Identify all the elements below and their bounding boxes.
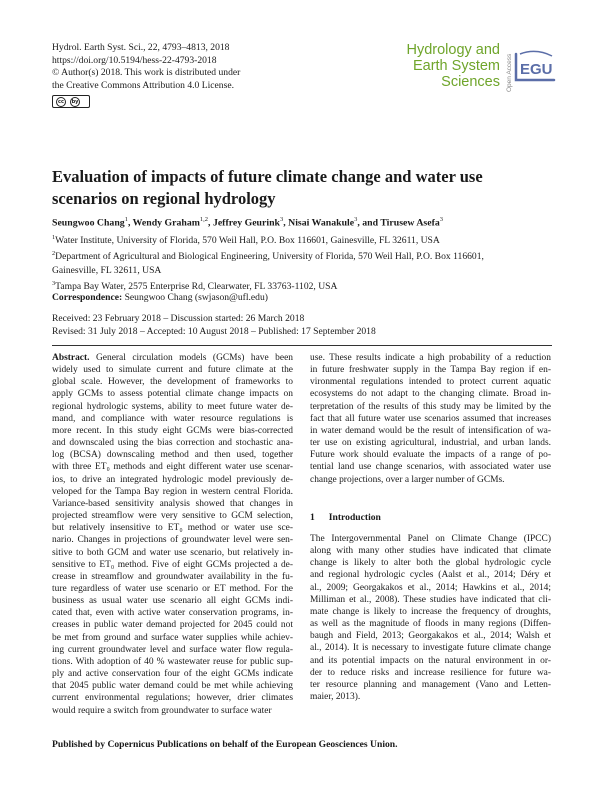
- text-line: baugh and Field, 2013; Georgakakos et al., 2014; Walsh et: [310, 631, 551, 642]
- affiliation: $^3$Tampa Bay Water, 2575 Enterprise Rd, Clearwater, FL 33763-1102, USA: [52, 279, 338, 293]
- text-line: sensitive to ET₀ method. Five of eight GCMs projected a de-: [52, 559, 293, 570]
- correspondence-contact[interactable]: Seungwoo Chang (swjason@ufl.edu): [124, 292, 268, 303]
- egu-logo: [514, 46, 558, 86]
- text-line: al., 2014). It is necessary to investigate future climate change: [310, 643, 551, 654]
- journal-name-line: Earth System: [412, 58, 500, 74]
- text-line: and downscaled using the bias correction and stochastic ana-: [52, 438, 293, 449]
- text-line: ios, to drive an integrated hydrologic model previously de-: [52, 474, 293, 485]
- section-heading-introduction: [310, 512, 381, 523]
- text-line: tential land use change scenarios, with associated water use: [310, 462, 551, 473]
- dates-line: Revised: 31 July 2018 – Accepted: 10 August 2018 – Published: 17 September 2018: [52, 326, 376, 337]
- dates-line: Received: 23 February 2018 – Discussion started: 26 March 2018: [52, 313, 305, 324]
- text-line: maier, 2013).: [310, 692, 361, 703]
- section-title: Introduction: [328, 512, 381, 523]
- author-name: Jeffrey Geurink: [212, 217, 280, 229]
- affiliations: [52, 231, 552, 293]
- text-line: be met from ground and surface water supplies while achiev-: [52, 632, 293, 643]
- text-line: Variance-based sensitivity analysis showed that changes in: [52, 498, 293, 509]
- text-line: cated that, even with active water conservation programs, in-: [52, 608, 293, 619]
- text-line: log (BCSA) downscaling method and then used, together: [52, 450, 293, 461]
- text-line: creases in public water demand projected for 2045 could not: [52, 620, 293, 631]
- text-line: [52, 352, 293, 364]
- text-line: with three ET₀ methods and eight different water use scenar-: [52, 462, 293, 473]
- author-name: Nisai Wanakule: [288, 217, 355, 229]
- text-line: and its potential impacts on the natural environment in or-: [310, 655, 551, 666]
- text-line: but relatively insensitive to ET₀ method or water use sce-: [52, 523, 293, 534]
- doi-link[interactable]: https://doi.org/10.5194/hess-22-4793-2018: [52, 54, 217, 66]
- correspondence-label: Correspondence:: [52, 292, 123, 303]
- introduction-body: [310, 533, 551, 703]
- text-line: veloped for the Tampa Bay region in western central Florida.: [52, 486, 293, 497]
- text-line: widely used to simulate current and future climate at the: [52, 365, 293, 376]
- publication-dates: [52, 312, 376, 338]
- article-title: [52, 166, 552, 209]
- text-line: Future work should evaluate the impacts of a range of po-: [310, 450, 551, 461]
- text-line: more recent. In this study eight GCMs were bias-corrected: [52, 425, 293, 436]
- license-notice: the Creative Commons Attribution 4.0 License.: [52, 79, 234, 91]
- author-affiliation-mark: 3: [354, 216, 358, 223]
- text-line: use. These results indicate a high probability of a reduction: [310, 353, 551, 363]
- text-line: ter resource planning and management (Vano and Letten-: [310, 679, 551, 690]
- text-line: current environmental regulations; however, drier climates: [52, 693, 293, 704]
- text-line: ply and active conservation four of the eight GCMs indicate: [52, 669, 293, 680]
- author-affiliation-mark: 3: [439, 216, 443, 223]
- text-line: The Intergovernmental Panel on Climate Change (IPCC): [310, 534, 551, 544]
- text-line: mand, and compliance with water resource regulations is: [52, 413, 293, 424]
- text-line: al., 2009; Georgakakos et al., 2014; Hawkins et al., 2014;: [310, 582, 551, 593]
- journal-name-line: Sciences: [441, 74, 500, 90]
- abstract: [52, 352, 293, 717]
- cc-by-badge[interactable]: [52, 95, 90, 108]
- open-access-label: [504, 42, 514, 94]
- publisher-footer: Published by Copernicus Publications on behalf of the European Geosciences Union.: [52, 739, 398, 750]
- text-line-content: General circulation models (GCMs) have been: [89, 353, 293, 363]
- text-line: in water demand would be the result of intensification of wa-: [310, 425, 551, 436]
- text-line: change projections, over a larger number of GCMs.: [310, 474, 505, 485]
- by-icon: by: [71, 98, 79, 105]
- header-divider: [52, 345, 552, 346]
- title-line: scenarios on regional hydrology: [52, 188, 276, 208]
- text-line: ing current groundwater level and surface water flow regula-: [52, 644, 293, 655]
- affiliation: $^1$Water Institute, University of Florida, 570 Weil Hall, P.O. Box 116601, Gainesville, FL 32611, USA: [52, 234, 440, 247]
- text-line: apply GCMs to assess potential climate change impacts on: [52, 389, 293, 400]
- text-line: fact that all future water use scenarios assumed that increases: [310, 413, 551, 424]
- text-line: change is likely to alter both the global hydrologic cycle: [310, 558, 551, 569]
- text-line: ter use on existing agricultural, industrial, and urban lands.: [310, 438, 551, 449]
- author-name: Seungwoo Chang: [52, 217, 125, 229]
- text-line: in future freshwater supply in the Tampa Bay region if en-: [310, 365, 551, 376]
- text-line: ecosystems do not adapt to the changing climate. Broad in-: [310, 389, 551, 400]
- text-line: business as usual water use scenario all eight GCMs indi-: [52, 596, 293, 607]
- author-affiliation-mark: 3: [279, 216, 284, 223]
- text-line: along with many other studies have indicated that climate: [310, 546, 551, 557]
- text-line: projected streamflow were very sensitive to GCM selection,: [52, 511, 293, 522]
- egu-logo-text: EGU: [520, 61, 553, 78]
- text-line: sitive to both GCM and water use scenario, but relatively in-: [52, 547, 293, 558]
- affiliation-continued: Gainesville, FL 32611, USA: [52, 264, 162, 276]
- correspondence: [52, 292, 268, 303]
- author-name: Tirusew Asefa: [380, 217, 440, 229]
- text-line: tions. With adoption of 40 % wastewater reuse for public sup-: [52, 656, 293, 667]
- text-line: ture regardless of water use scenario or ET method. For the: [52, 583, 293, 594]
- text-line: global scale. However, the development of frameworks to: [52, 377, 293, 388]
- cc-icon: cc: [56, 97, 66, 107]
- section-number: 1: [310, 512, 315, 523]
- journal-name-line: Hydrology and: [406, 42, 500, 58]
- text-line: and regional hydrologic cycles (Aalst et al., 2014; Déry et: [310, 570, 551, 581]
- author-list: Seungwoo Chang$^1$, Wendy Graham$^{1,2}$, Jeffrey Geurink$^3$, Nisai Wanakule$^3$, and Tirusew Asefa$^3$: [52, 216, 443, 229]
- text-line: regional hydrologic systems, ability to meet future water de-: [52, 401, 293, 412]
- open-access-text: Open Access: [506, 53, 513, 92]
- text-line: der to reduce risks and increase resilience for future wa-: [310, 667, 551, 678]
- author-affiliation-mark: 1,2: [199, 216, 209, 223]
- author-affiliation-mark: 1: [124, 216, 128, 223]
- text-line: vironmental regulations intended to protect current aquatic: [310, 377, 551, 388]
- title-line: Evaluation of impacts of future climate change and water use: [52, 167, 483, 186]
- text-line: as well as the magnitude of floods in many regions (Diffen-: [310, 619, 551, 630]
- text-line: that 2045 public water demand could be met while achieving: [52, 681, 293, 692]
- citation: Hydrol. Earth Syst. Sci., 22, 4793–4813, 2018: [52, 42, 230, 53]
- affiliation: $^2$Department of Agricultural and Biological Engineering, University of Florida, 570 Weil Hall, P.O. Box 116601,: [52, 250, 484, 263]
- article-metadata: [52, 42, 312, 92]
- abstract-label: Abstract.: [52, 353, 90, 363]
- text-line: Milliman et al., 2008). These studies have indicated that cli-: [310, 594, 551, 605]
- journal-name: [388, 42, 500, 90]
- text-line: nario. Changes in projections of groundwater level were sen-: [52, 535, 293, 546]
- copyright-notice: © Author(s) 2018. This work is distributed under: [52, 67, 241, 79]
- author-name: Wendy Graham: [132, 217, 200, 229]
- text-line: terpretation of the results of this study may be limited by the: [310, 401, 551, 412]
- text-line: crease in streamflow and groundwater availability in the fu-: [52, 571, 293, 582]
- abstract-continued: [310, 352, 551, 486]
- text-line: would require a switch from groundwater to surface water: [52, 705, 272, 716]
- text-line: mate change is likely to increase the frequency of droughts,: [310, 606, 551, 617]
